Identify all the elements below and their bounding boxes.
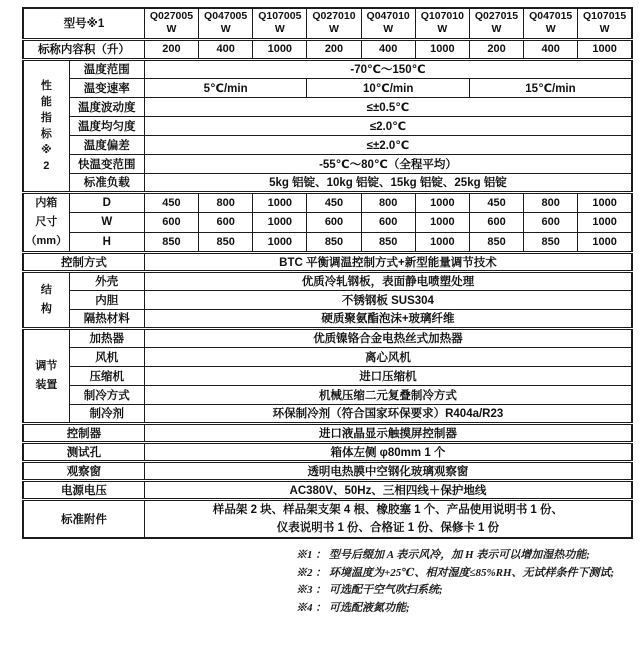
fan-row: [23, 347, 632, 366]
accessories-line1: 样品架 2 块、样品架支架 4 根、橡胶塞 1 个、产品使用说明书 1 份、: [212, 503, 564, 516]
model-code: Q047005: [204, 10, 248, 23]
dim-cell: 800: [361, 192, 415, 212]
cooling-method-value: 机械压缩二元复叠制冷方式: [144, 385, 632, 404]
compressor-label: 压缩机: [69, 366, 144, 385]
volume-cell: 1000: [578, 39, 632, 59]
fan-label: 风机: [69, 347, 144, 366]
fluctuation-label: 温度波动度: [69, 97, 144, 116]
test-hole-label: 测试孔: [23, 442, 144, 461]
test-hole-row: [23, 442, 632, 461]
heater-row: [23, 328, 632, 347]
fluctuation-value: ≤±0.5℃: [144, 97, 632, 116]
dim-cell: 850: [361, 232, 415, 252]
heater-value: 优质镍铬合金电热丝式加热器: [144, 328, 632, 347]
dim-cell: 450: [307, 192, 361, 212]
accessories-value: [144, 499, 632, 538]
performance-group-label: 性 能 指 标 ※ 2: [23, 59, 69, 192]
dim-cell: 1000: [253, 212, 307, 232]
dim-cell: 450: [144, 192, 198, 212]
model-code: Q107010: [420, 10, 464, 23]
model-code: Q107005: [258, 10, 302, 23]
model-suffix: W: [166, 23, 177, 36]
model-code: Q047010: [366, 10, 410, 23]
window-row: [23, 461, 632, 480]
model-suffix: W: [329, 23, 339, 36]
temp-range-label: 温度范围: [69, 59, 144, 78]
fan-value: 离心风机: [144, 347, 632, 366]
ramp-rate-value: 10℃/min: [307, 78, 470, 97]
model-suffix: W: [383, 23, 394, 36]
dim-cell: 850: [524, 232, 578, 252]
fluctuation-row: [23, 97, 632, 116]
model-code: Q047015: [529, 10, 573, 23]
control-method-row: [23, 252, 632, 271]
dim-cell: 1000: [415, 192, 469, 212]
model-cell: [144, 8, 198, 39]
dim-cell: 1000: [253, 192, 307, 212]
controller-row: [23, 423, 632, 442]
standard-load-value: 5kg 铝锭、10kg 铝锭、15kg 铝锭、25kg 铝锭: [144, 173, 632, 192]
footnote-4: ※4 ： 可选配液氮功能;: [296, 601, 410, 614]
rapid-range-value: -55℃～80℃（全程平均）: [144, 154, 632, 173]
dim-cell: 600: [307, 212, 361, 232]
power-label: 电源电压: [23, 480, 144, 499]
accessories-line2: 仪表说明书 1 份、合格证 1 份、保修卡 1 份: [276, 521, 500, 534]
dim-w-row: [23, 212, 632, 232]
model-cell: [199, 8, 253, 39]
standard-load-row: [23, 173, 632, 192]
model-code: Q027005: [149, 10, 194, 23]
model-cell: [524, 8, 578, 39]
dim-cell: 1000: [253, 232, 307, 252]
model-cell: [361, 8, 415, 39]
ramp-rate-value: 15℃/min: [469, 78, 632, 97]
dim-cell: 800: [524, 192, 578, 212]
dim-cell: 850: [199, 232, 253, 252]
control-method-value: BTC 平衡调温控制方式+新型能量调节技术: [144, 252, 632, 271]
cooling-method-label: 制冷方式: [69, 385, 144, 404]
footnote-1: ※1 ： 型号后缀加 A 表示风冷，加 H 表示可以增加湿热功能;: [296, 549, 590, 561]
shell-value: 优质冷轧钢板，表面静电喷塑处理: [144, 271, 632, 290]
ramp-rate-label: 温变速率: [69, 78, 144, 97]
deviation-row: [23, 135, 632, 154]
model-cell: [307, 8, 361, 39]
model-code: Q027010: [312, 10, 356, 23]
refrigerant-value: 环保制冷剂（符合国家环保要求）R404a/R23: [144, 404, 632, 423]
dim-d-row: [23, 192, 632, 212]
volume-cell: 1000: [415, 39, 469, 59]
dim-cell: 600: [361, 212, 415, 232]
ramp-rate-row: [23, 78, 632, 97]
dim-cell: 600: [469, 212, 523, 232]
dim-h-label: H: [69, 232, 144, 252]
volume-label: 标称内容积（升）: [23, 39, 144, 59]
insulation-row: [23, 309, 632, 328]
model-cell: [253, 8, 307, 39]
dim-w-label: W: [69, 212, 144, 232]
compressor-row: [23, 366, 632, 385]
heater-label: 加热器: [69, 328, 144, 347]
dim-cell: 600: [524, 212, 578, 232]
temp-range-row: [23, 59, 632, 78]
accessories-label: 标准附件: [23, 499, 144, 538]
dim-cell: 1000: [578, 232, 632, 252]
volume-cell: 400: [361, 39, 415, 59]
inner-box-group-label: 内箱 尺寸 （mm）: [23, 192, 69, 252]
volume-cell: 200: [307, 39, 361, 59]
power-row: [23, 480, 632, 499]
dim-cell: 1000: [415, 232, 469, 252]
footnotes: [296, 547, 614, 617]
insulation-label: 隔热材料: [69, 309, 144, 328]
dim-cell: 1000: [578, 212, 632, 232]
model-cell: [469, 8, 523, 39]
model-code: Q107015: [583, 10, 627, 23]
ramp-rate-value: 5℃/min: [144, 78, 307, 97]
uniformity-value: ≤2.0℃: [144, 116, 632, 135]
dim-d-label: D: [69, 192, 144, 212]
refrigerant-row: [23, 404, 632, 423]
rapid-range-row: [23, 154, 632, 173]
shell-row: [23, 271, 632, 290]
temp-range-value: -70℃～150℃: [144, 59, 632, 78]
model-header-row: [23, 8, 632, 39]
dim-cell: 850: [307, 232, 361, 252]
model-suffix: W: [491, 23, 502, 36]
uniformity-row: [23, 116, 632, 135]
model-cell: [578, 8, 632, 39]
model-cell: [415, 8, 469, 39]
volume-cell: 1000: [253, 39, 307, 59]
dim-cell: 600: [144, 212, 198, 232]
insulation-value: 硬质聚氨酯泡沫+玻璃纤维: [144, 309, 632, 328]
spec-table: [22, 7, 633, 539]
dim-cell: 850: [144, 232, 198, 252]
controller-value: 进口液晶显示触摸屏控制器: [144, 423, 632, 442]
deviation-value: ≤±2.0℃: [144, 135, 632, 154]
model-suffix: W: [274, 23, 285, 36]
dim-cell: 800: [199, 192, 253, 212]
dim-cell: 600: [199, 212, 253, 232]
power-value: AC380V、50Hz、三相四线＋保护地线: [144, 480, 632, 499]
controller-label: 控制器: [23, 423, 144, 442]
dim-cell: 1000: [578, 192, 632, 212]
volume-cell: 200: [144, 39, 198, 59]
regulation-group-label: 调节 装置: [23, 328, 69, 423]
uniformity-label: 温度均匀度: [69, 116, 144, 135]
liner-value: 不锈钢板 SUS304: [144, 290, 632, 309]
volume-row: [23, 39, 632, 59]
refrigerant-label: 制冷剂: [69, 404, 144, 423]
model-suffix: W: [437, 23, 448, 36]
cooling-method-row: [23, 385, 632, 404]
standard-load-label: 标准负载: [69, 173, 144, 192]
model-suffix: W: [599, 23, 610, 36]
control-method-label: 控制方式: [23, 252, 144, 271]
dim-cell: 450: [469, 192, 523, 212]
model-label: 型号※1: [23, 8, 144, 39]
structure-group-label: 结 构: [23, 271, 69, 328]
footnote-3: ※3 ： 可选配干空气吹扫系统;: [296, 584, 443, 596]
accessories-row: [23, 499, 632, 538]
dim-h-row: [23, 232, 632, 252]
model-suffix: W: [545, 23, 556, 36]
deviation-label: 温度偏差: [69, 135, 144, 154]
model-code: Q027015: [474, 10, 519, 23]
volume-cell: 400: [199, 39, 253, 59]
volume-cell: 200: [469, 39, 523, 59]
dim-cell: 1000: [415, 212, 469, 232]
shell-label: 外壳: [69, 271, 144, 290]
window-label: 观察窗: [23, 461, 144, 480]
rapid-range-label: 快温变范围: [69, 154, 144, 173]
volume-cell: 400: [524, 39, 578, 59]
compressor-value: 进口压缩机: [144, 366, 632, 385]
liner-label: 内胆: [69, 290, 144, 309]
dim-cell: 850: [469, 232, 523, 252]
liner-row: [23, 290, 632, 309]
footnote-2: ※2 ： 环境温度为+25℃、相对湿度≤85%RH、无试样条件下测试;: [296, 566, 615, 579]
model-suffix: W: [220, 23, 231, 36]
test-hole-value: 箱体左侧 φ80mm 1 个: [144, 442, 632, 461]
window-value: 透明电热膜中空钢化玻璃观察窗: [144, 461, 632, 480]
